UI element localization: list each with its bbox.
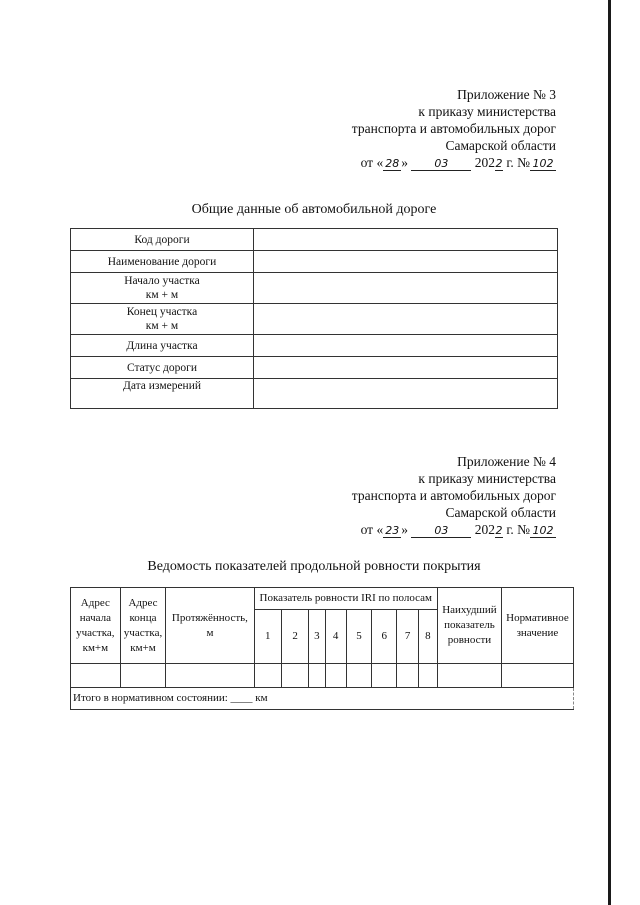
appendix-4-line3: Самарской области xyxy=(445,505,556,520)
appendix-4-line2: транспорта и автомобильных дорог xyxy=(351,488,556,503)
table-row xyxy=(71,379,558,409)
total-in-norm: Итого в нормативном состоянии: ____ км xyxy=(71,688,574,710)
value-section-start xyxy=(254,273,558,304)
header-lane-1: 1 xyxy=(254,610,281,664)
header-lane-4: 4 xyxy=(325,610,346,664)
table-row xyxy=(71,229,558,251)
appendix-4-day: 23 xyxy=(385,524,400,537)
appendix-3-title: Приложение № 3 xyxy=(457,87,556,102)
appendix-4-year-digit: 2 xyxy=(495,524,503,537)
table-row xyxy=(71,304,558,335)
total-row xyxy=(71,688,574,710)
appendix-3-month: 03 xyxy=(411,157,471,171)
header-worst: Наихудший показатель ровности xyxy=(438,588,502,664)
value-section-end xyxy=(254,304,558,335)
label-road-status: Статус дороги xyxy=(71,357,254,379)
label-road-name: Наименование дороги xyxy=(71,251,254,273)
table-2-title: Ведомость показателей продольной ровности покрытия xyxy=(147,559,481,574)
appendix-3-heading xyxy=(352,86,556,171)
header-lane-2: 2 xyxy=(281,610,308,664)
table-row xyxy=(71,335,558,357)
page-edge xyxy=(608,0,611,905)
table-row xyxy=(71,664,574,688)
header-length: Протяжённость, м xyxy=(166,588,254,664)
appendix-3-line3: Самарской области xyxy=(445,138,556,153)
table-row xyxy=(71,251,558,273)
appendix-3-line1: к приказу министерства xyxy=(418,104,556,119)
appendix-3-day: 28 xyxy=(385,157,400,170)
header-iri: Показатель ровности IRI по полосам xyxy=(254,588,437,610)
header-row xyxy=(71,588,574,610)
header-start-address: Адрес начала участка, км+м xyxy=(71,588,121,664)
header-lane-3: 3 xyxy=(309,610,325,664)
smoothness-table xyxy=(70,587,574,710)
label-section-start: Начало участка км + м xyxy=(71,273,254,304)
label-section-length: Длина участка xyxy=(71,335,254,357)
road-data-table xyxy=(70,228,558,409)
header-lane-7: 7 xyxy=(397,610,418,664)
label-road-code: Код дороги xyxy=(71,229,254,251)
label-measurement-date: Дата измерений xyxy=(71,379,254,409)
appendix-3-number: 102 xyxy=(530,157,556,171)
header-end-address: Адрес конца участка, км+м xyxy=(120,588,166,664)
header-lane-6: 6 xyxy=(372,610,397,664)
value-section-length xyxy=(254,335,558,357)
appendix-3-line2: транспорта и автомобильных дорог xyxy=(351,121,556,136)
label-section-end: Конец участка км + м xyxy=(71,304,254,335)
appendix-4-heading xyxy=(352,453,556,538)
value-road-name xyxy=(254,251,558,273)
value-road-code xyxy=(254,229,558,251)
appendix-4-month: 03 xyxy=(411,524,471,538)
appendix-4-title: Приложение № 4 xyxy=(457,454,556,469)
value-road-status xyxy=(254,357,558,379)
header-norm: Нормативное значение xyxy=(501,588,573,664)
value-measurement-date xyxy=(254,379,558,409)
table-row xyxy=(71,273,558,304)
appendix-4-date-line: от « 23 » 03 2022 г. № 102 xyxy=(352,521,556,538)
appendix-4-number: 102 xyxy=(530,524,556,538)
appendix-3-date-line: от « 28 » 03 2022 г. № 102 xyxy=(352,154,556,171)
header-lane-5: 5 xyxy=(346,610,371,664)
table-1-title: Общие данные об автомобильной дороге xyxy=(191,202,437,217)
appendix-4-line1: к приказу министерства xyxy=(418,471,556,486)
table-row xyxy=(71,357,558,379)
header-lane-8: 8 xyxy=(418,610,437,664)
appendix-3-year-digit: 2 xyxy=(495,157,503,170)
